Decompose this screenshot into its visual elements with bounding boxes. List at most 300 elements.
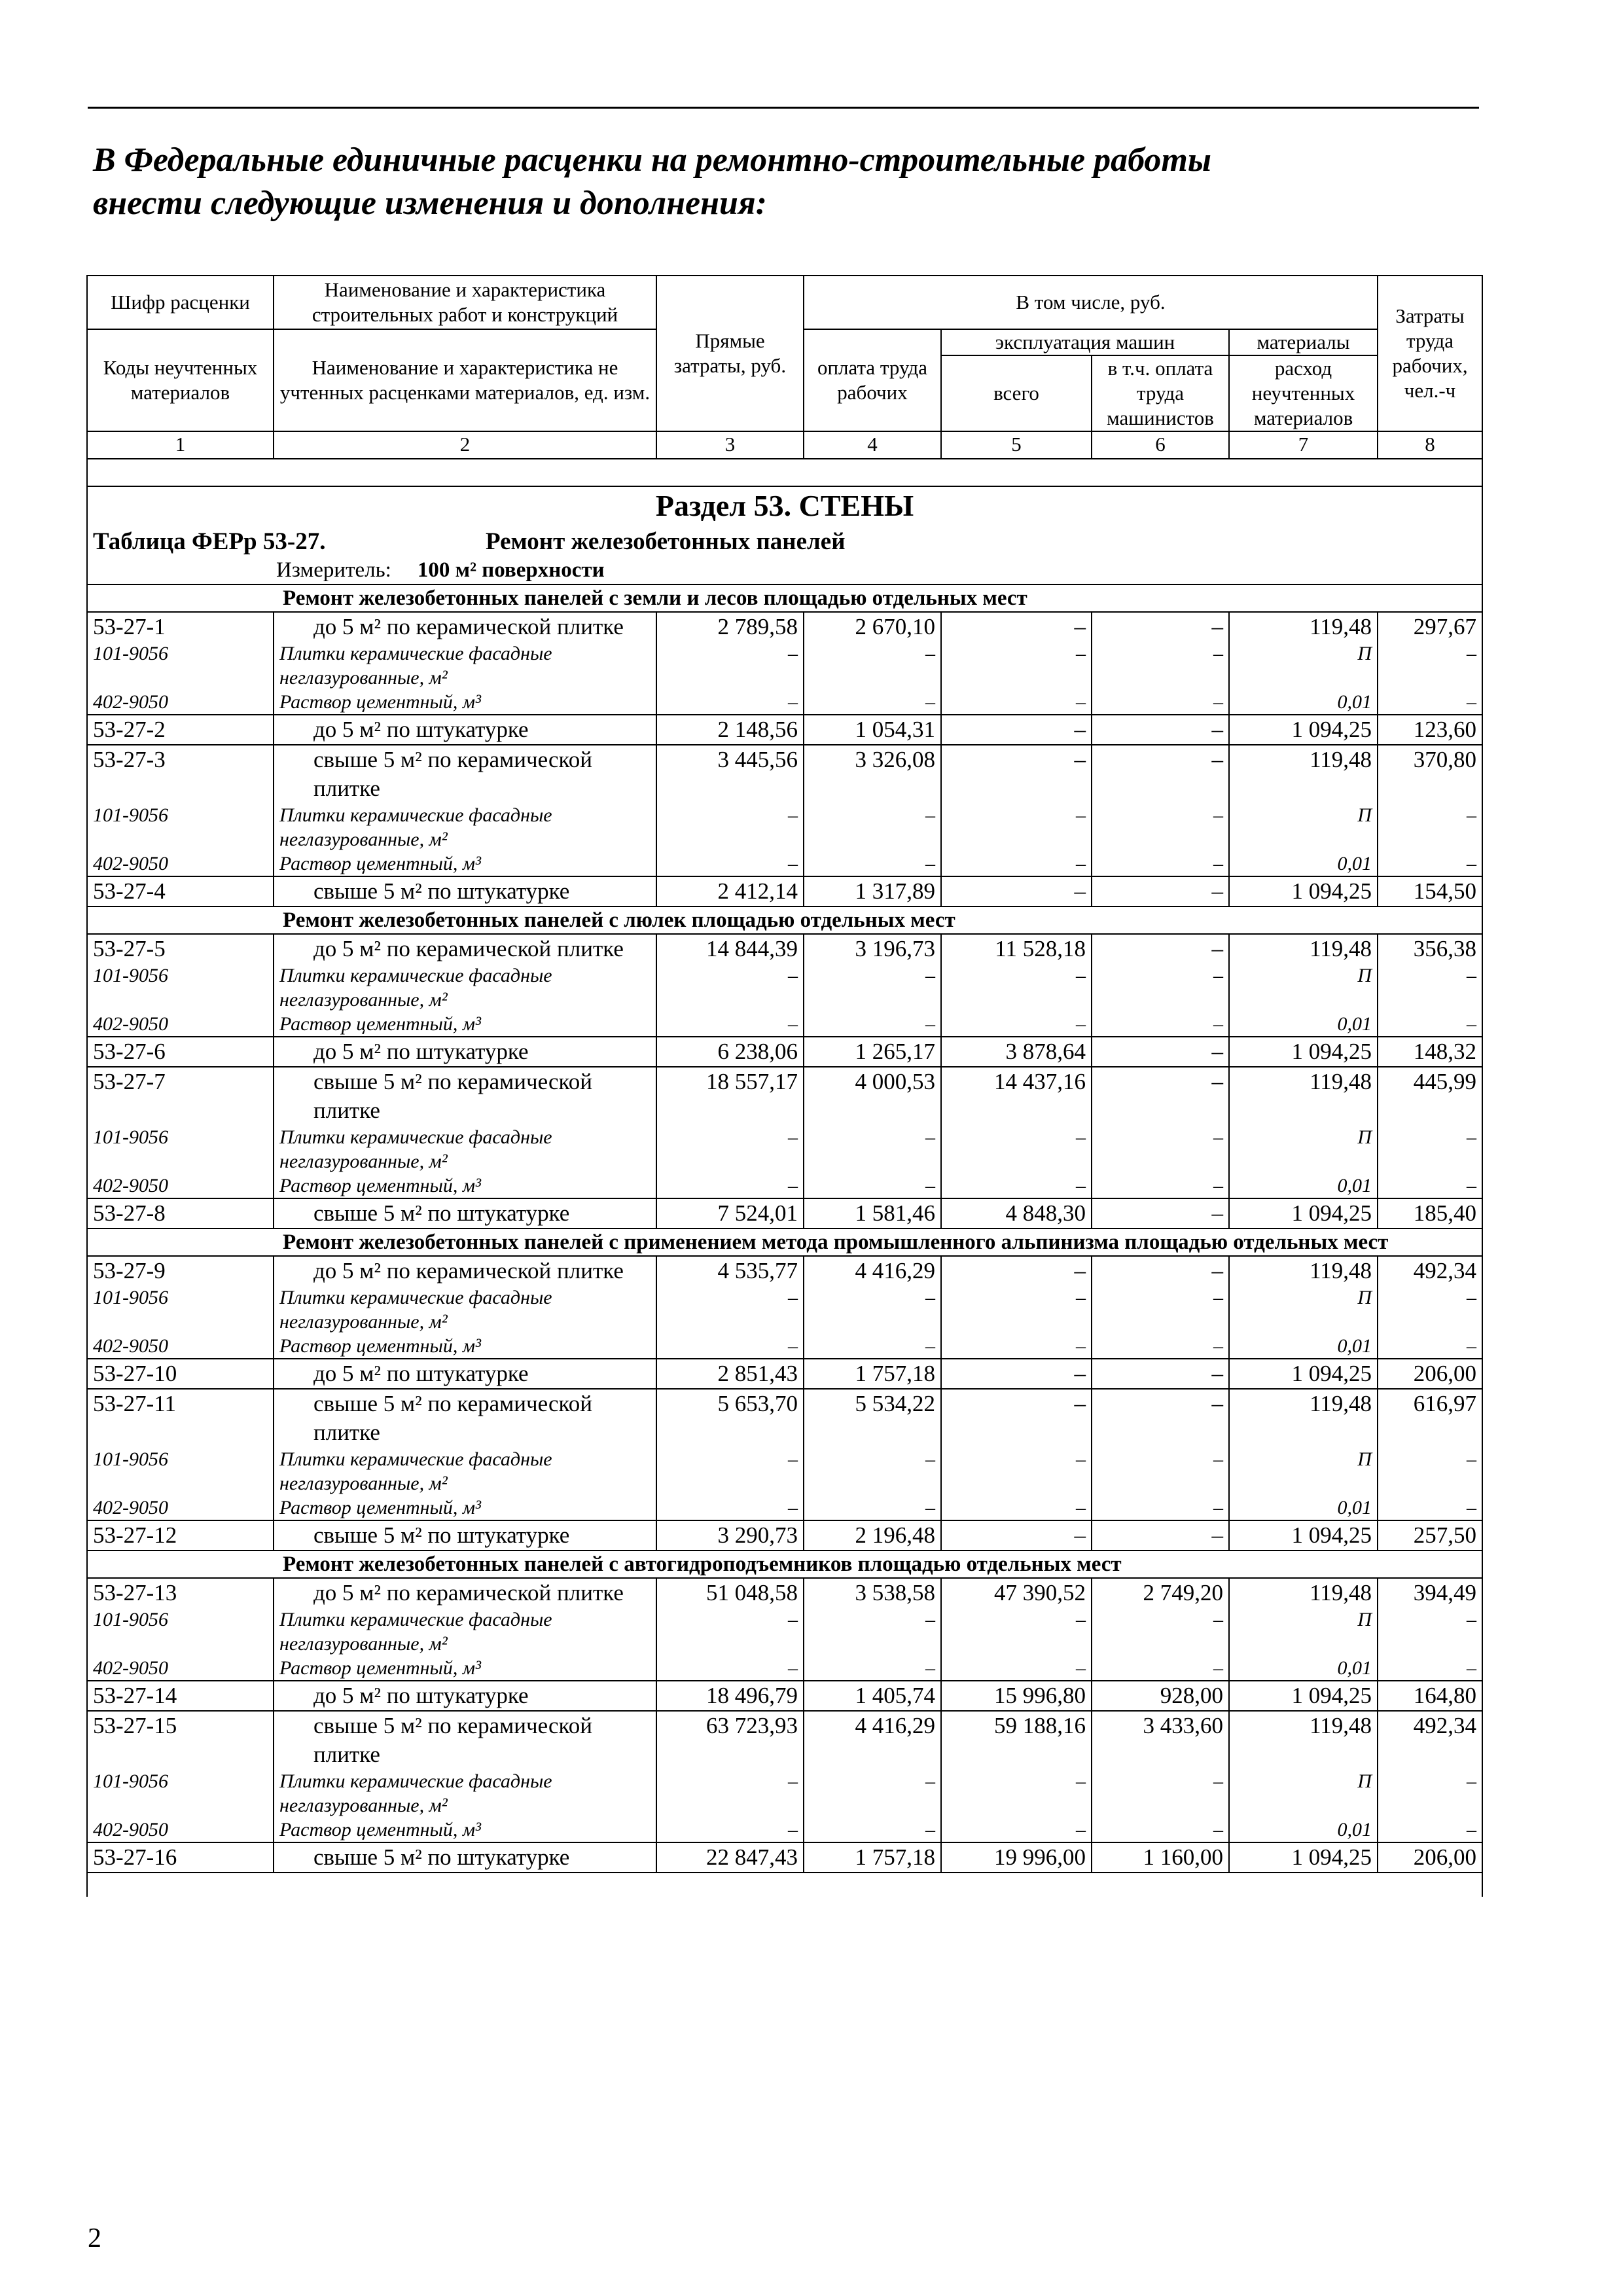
direct-cost: 22 847,43 [656,1842,804,1873]
group-title: Ремонт железобетонных панелей с автогидроподъемников площадью отдельных мест [283,1552,1122,1576]
rate-name: свыше 5 м² по керамической плитке [274,745,656,803]
rates-table [86,275,1483,1897]
material-wages: – [804,1769,941,1818]
material-wages: – [804,1012,941,1037]
header-materials: материалы [1229,329,1378,355]
materials-cost: 1 094,25 [1229,876,1378,906]
rate-code: 53-27-8 [87,1198,274,1229]
group-row [87,906,1482,934]
material-direct: – [656,963,804,1012]
machines-cost: – [941,1359,1092,1389]
rate-code: 53-27-11 [87,1389,274,1447]
header-labor: Затраты труда рабочих, чел.-ч [1378,276,1482,431]
col-num-2: 2 [274,431,656,459]
material-labor: – [1378,1656,1482,1681]
col-num-5: 5 [941,431,1092,459]
heading-line-2: внести следующие изменения и дополнения: [93,185,767,222]
labor-cost: 492,34 [1378,1711,1482,1769]
material-labor: – [1378,1818,1482,1842]
rate-name: свыше 5 м² по керамической плитке [274,1067,656,1125]
labor-cost: 616,97 [1378,1389,1482,1447]
material-usage: П [1229,1769,1378,1818]
measure-value: 100 м² поверхности [417,558,605,582]
material-machines: – [941,1769,1092,1818]
measure-row [87,556,1482,584]
materials-cost: 1 094,25 [1229,715,1378,745]
machinist-wages: – [1092,1256,1229,1285]
rate-name: до 5 м² по керамической плитке [274,612,656,641]
material-usage: 0,01 [1229,690,1378,715]
header-machines-total: всего [941,355,1092,431]
material-name: Плитки керамические фасадные неглазурованные, м² [274,1769,656,1818]
direct-cost: 2 412,14 [656,876,804,906]
direct-cost: 5 653,70 [656,1389,804,1447]
rate-code: 53-27-13 [87,1578,274,1607]
rate-name: до 5 м² по штукатурке [274,1359,656,1389]
group-row [87,1229,1482,1256]
materials-cost: 1 094,25 [1229,1198,1378,1229]
blank-row [87,459,1482,486]
section-row [87,486,1482,528]
material-usage: П [1229,1285,1378,1334]
rate-row [87,745,1482,803]
rate-row [87,612,1482,641]
rate-row [87,1256,1482,1285]
col-num-3: 3 [656,431,804,459]
material-row [87,690,1482,715]
material-machinist: – [1092,1125,1229,1174]
page-number: 2 [88,2223,101,2253]
material-machinist: – [1092,1818,1229,1842]
wages-cost: 1 757,18 [804,1842,941,1873]
material-row [87,1012,1482,1037]
rate-code: 53-27-7 [87,1067,274,1125]
materials-cost: 119,48 [1229,1256,1378,1285]
material-machinist: – [1092,1334,1229,1359]
material-wages: – [804,1607,941,1656]
material-name: Плитки керамические фасадные неглазурованные, м² [274,963,656,1012]
material-machinist: – [1092,1012,1229,1037]
material-machines: – [941,1656,1092,1681]
material-machinist: – [1092,1285,1229,1334]
machines-cost: – [941,1389,1092,1447]
machines-cost: 47 390,52 [941,1578,1092,1607]
material-labor: – [1378,963,1482,1012]
material-machinist: – [1092,803,1229,852]
header-wages: оплата труда рабочих [804,329,941,431]
material-name: Плитки керамические фасадные неглазурованные, м² [274,1285,656,1334]
materials-cost: 1 094,25 [1229,1681,1378,1711]
labor-cost: 148,32 [1378,1037,1482,1067]
material-direct: – [656,641,804,690]
rate-row [87,1359,1482,1389]
material-row [87,1285,1482,1334]
direct-cost: 18 557,17 [656,1067,804,1125]
material-usage: П [1229,963,1378,1012]
material-name: Плитки керамические фасадные неглазурованные, м² [274,1607,656,1656]
material-labor: – [1378,1334,1482,1359]
group-row [87,1551,1482,1578]
machinist-wages: – [1092,1067,1229,1125]
direct-cost: 4 535,77 [656,1256,804,1285]
material-usage: П [1229,641,1378,690]
material-labor: – [1378,852,1482,876]
table-tail-cell [87,1873,1482,1897]
direct-cost: 63 723,93 [656,1711,804,1769]
table-title-name: Ремонт железобетонных панелей [486,528,846,555]
material-machines: – [941,690,1092,715]
material-machinist: – [1092,1174,1229,1198]
material-code: 402-9050 [87,1174,274,1198]
machinist-wages: 1 160,00 [1092,1842,1229,1873]
material-machines: – [941,963,1092,1012]
material-machines: – [941,1496,1092,1520]
labor-cost: 370,80 [1378,745,1482,803]
table-title-code: Таблица ФЕРр 53-27. [93,528,326,555]
direct-cost: 2 789,58 [656,612,804,641]
section-title: Раздел 53. СТЕНЫ [87,486,1482,528]
material-code: 101-9056 [87,1285,274,1334]
group-cell [87,1551,1482,1578]
wages-cost: 3 196,73 [804,934,941,963]
labor-cost: 257,50 [1378,1520,1482,1551]
material-machines: – [941,1818,1092,1842]
rate-code: 53-27-9 [87,1256,274,1285]
material-wages: – [804,1656,941,1681]
rate-name: свыше 5 м² по штукатурке [274,1198,656,1229]
material-row [87,1334,1482,1359]
material-name: Раствор цементный, м³ [274,1818,656,1842]
material-code: 101-9056 [87,803,274,852]
wages-cost: 1 757,18 [804,1359,941,1389]
material-row [87,1607,1482,1656]
header-incl: В том числе, руб. [804,276,1378,329]
material-row [87,1125,1482,1174]
machines-cost: – [941,612,1092,641]
wages-cost: 4 416,29 [804,1256,941,1285]
rate-name: до 5 м² по штукатурке [274,715,656,745]
material-machines: – [941,1447,1092,1496]
rate-row [87,934,1482,963]
material-direct: – [656,1012,804,1037]
direct-cost: 6 238,06 [656,1037,804,1067]
material-labor: – [1378,803,1482,852]
direct-cost: 18 496,79 [656,1681,804,1711]
materials-cost: 1 094,25 [1229,1520,1378,1551]
rate-name: до 5 м² по керамической плитке [274,1256,656,1285]
material-code: 402-9050 [87,1012,274,1037]
material-machinist: – [1092,1656,1229,1681]
rate-code: 53-27-14 [87,1681,274,1711]
material-code: 402-9050 [87,1818,274,1842]
heading-line-1: В Федеральные единичные расценки на ремонтно-строительные работы [93,141,1211,179]
rate-name: свыше 5 м² по штукатурке [274,1520,656,1551]
material-code: 402-9050 [87,1334,274,1359]
material-name: Раствор цементный, м³ [274,852,656,876]
machines-cost: 59 188,16 [941,1711,1092,1769]
material-wages: – [804,1285,941,1334]
group-title: Ремонт железобетонных панелей с земли и лесов площадью отдельных мест [283,586,1027,610]
material-code: 402-9050 [87,1496,274,1520]
material-direct: – [656,1656,804,1681]
material-machines: – [941,1334,1092,1359]
material-wages: – [804,963,941,1012]
material-labor: – [1378,1012,1482,1037]
material-labor: – [1378,1285,1482,1334]
material-name: Раствор цементный, м³ [274,1656,656,1681]
material-labor: – [1378,690,1482,715]
labor-cost: 492,34 [1378,1256,1482,1285]
table-title-cell [87,528,1482,556]
wages-cost: 5 534,22 [804,1389,941,1447]
header-rule [88,107,1479,109]
material-labor: – [1378,1607,1482,1656]
column-number-row [87,431,1482,459]
measure-cell [87,556,1482,584]
machines-cost: 19 996,00 [941,1842,1092,1873]
col-num-6: 6 [1092,431,1229,459]
machinist-wages: 3 433,60 [1092,1711,1229,1769]
material-row [87,803,1482,852]
header-name-unaccounted: Наименование и характеристика не учтенных расценками материалов, ед. изм. [274,329,656,431]
material-code: 101-9056 [87,1125,274,1174]
material-name: Раствор цементный, м³ [274,1496,656,1520]
group-title: Ремонт железобетонных панелей с люлек площадью отдельных мест [283,908,955,932]
rate-row [87,1681,1482,1711]
material-usage: 0,01 [1229,1818,1378,1842]
machines-cost: 4 848,30 [941,1198,1092,1229]
labor-cost: 356,38 [1378,934,1482,963]
rate-row [87,715,1482,745]
machines-cost: 11 528,18 [941,934,1092,963]
material-wages: – [804,852,941,876]
material-code: 101-9056 [87,641,274,690]
rate-row [87,1389,1482,1447]
material-name: Раствор цементный, м³ [274,1012,656,1037]
header-codes-unaccounted: Коды неучтенных материалов [87,329,274,431]
wages-cost: 1 581,46 [804,1198,941,1229]
material-machinist: – [1092,1607,1229,1656]
material-direct: – [656,803,804,852]
rate-name: до 5 м² по керамической плитке [274,934,656,963]
material-code: 101-9056 [87,1607,274,1656]
materials-cost: 1 094,25 [1229,1037,1378,1067]
machinist-wages: – [1092,934,1229,963]
header-machines: эксплуатация машин [941,329,1229,355]
material-usage: П [1229,1447,1378,1496]
direct-cost: 7 524,01 [656,1198,804,1229]
rate-code: 53-27-4 [87,876,274,906]
machines-cost: 15 996,80 [941,1681,1092,1711]
material-machines: – [941,1285,1092,1334]
col-num-8: 8 [1378,431,1482,459]
materials-cost: 1 094,25 [1229,1359,1378,1389]
rate-row [87,1067,1482,1125]
materials-cost: 119,48 [1229,612,1378,641]
table-title-row [87,528,1482,556]
measure-label: Измеритель: [276,558,391,582]
material-machines: – [941,1012,1092,1037]
rate-row [87,1578,1482,1607]
header-row-1 [87,276,1482,329]
material-row [87,963,1482,1012]
rate-row [87,1842,1482,1873]
machinist-wages: – [1092,715,1229,745]
material-labor: – [1378,1125,1482,1174]
material-row [87,852,1482,876]
material-code: 101-9056 [87,1769,274,1818]
material-machinist: – [1092,1447,1229,1496]
material-direct: – [656,1607,804,1656]
material-wages: – [804,690,941,715]
rate-code: 53-27-16 [87,1842,274,1873]
material-wages: – [804,1125,941,1174]
group-cell [87,1229,1482,1256]
rate-code: 53-27-15 [87,1711,274,1769]
material-wages: – [804,1818,941,1842]
header-code: Шифр расценки [87,276,274,329]
wages-cost: 1 405,74 [804,1681,941,1711]
material-wages: – [804,1174,941,1198]
material-name: Плитки керамические фасадные неглазурованные, м² [274,803,656,852]
material-code: 402-9050 [87,852,274,876]
materials-cost: 1 094,25 [1229,1842,1378,1873]
machinist-wages: – [1092,1198,1229,1229]
material-name: Плитки керамические фасадные неглазурованные, м² [274,641,656,690]
rate-name: до 5 м² по керамической плитке [274,1578,656,1607]
machinist-wages: – [1092,612,1229,641]
labor-cost: 154,50 [1378,876,1482,906]
material-name: Раствор цементный, м³ [274,1334,656,1359]
col-num-1: 1 [87,431,274,459]
rate-row [87,1520,1482,1551]
material-name: Раствор цементный, м³ [274,690,656,715]
machinist-wages: 928,00 [1092,1681,1229,1711]
col-num-4: 4 [804,431,941,459]
labor-cost: 164,80 [1378,1681,1482,1711]
material-usage: П [1229,1607,1378,1656]
material-direct: – [656,1125,804,1174]
material-direct: – [656,1769,804,1818]
material-labor: – [1378,1447,1482,1496]
material-row [87,1174,1482,1198]
labor-cost: 206,00 [1378,1842,1482,1873]
machines-cost: 3 878,64 [941,1037,1092,1067]
material-usage: 0,01 [1229,1012,1378,1037]
labor-cost: 297,67 [1378,612,1482,641]
material-row [87,1496,1482,1520]
material-machines: – [941,1607,1092,1656]
group-cell [87,906,1482,934]
material-wages: – [804,641,941,690]
machinist-wages: – [1092,1037,1229,1067]
material-machinist: – [1092,690,1229,715]
rates-table-container [86,275,1482,1897]
rate-row [87,1198,1482,1229]
material-direct: – [656,1174,804,1198]
wages-cost: 2 670,10 [804,612,941,641]
material-code: 101-9056 [87,1447,274,1496]
material-machines: – [941,803,1092,852]
material-machines: – [941,852,1092,876]
rate-code: 53-27-6 [87,1037,274,1067]
rate-name: свыше 5 м² по керамической плитке [274,1711,656,1769]
rate-name: свыше 5 м² по штукатурке [274,876,656,906]
direct-cost: 3 445,56 [656,745,804,803]
material-row [87,641,1482,690]
machines-cost: – [941,715,1092,745]
labor-cost: 206,00 [1378,1359,1482,1389]
table-tail-row [87,1873,1482,1897]
rate-code: 53-27-2 [87,715,274,745]
document-heading [93,139,1467,225]
machines-cost: – [941,1520,1092,1551]
rate-row [87,1711,1482,1769]
labor-cost: 394,49 [1378,1578,1482,1607]
material-name: Раствор цементный, м³ [274,1174,656,1198]
material-wages: – [804,1447,941,1496]
wages-cost: 3 326,08 [804,745,941,803]
machinist-wages: – [1092,876,1229,906]
wages-cost: 3 538,58 [804,1578,941,1607]
rate-code: 53-27-12 [87,1520,274,1551]
blank-cell [87,459,1482,486]
material-row [87,1818,1482,1842]
machines-cost: – [941,745,1092,803]
group-row [87,584,1482,612]
material-wages: – [804,803,941,852]
material-row [87,1656,1482,1681]
material-usage: П [1229,803,1378,852]
material-usage: 0,01 [1229,1656,1378,1681]
materials-cost: 119,48 [1229,745,1378,803]
material-direct: – [656,1818,804,1842]
material-name: Плитки керамические фасадные неглазурованные, м² [274,1447,656,1496]
material-code: 402-9050 [87,690,274,715]
material-machinist: – [1092,852,1229,876]
material-direct: – [656,690,804,715]
machines-cost: – [941,1256,1092,1285]
header-machinist-wages: в т.ч. оплата труда машинистов [1092,355,1229,431]
machines-cost: – [941,876,1092,906]
material-name: Плитки керамические фасадные неглазурованные, м² [274,1125,656,1174]
material-labor: – [1378,1174,1482,1198]
rate-row [87,1037,1482,1067]
material-direct: – [656,1285,804,1334]
direct-cost: 14 844,39 [656,934,804,963]
material-usage: 0,01 [1229,1496,1378,1520]
material-machines: – [941,1125,1092,1174]
material-wages: – [804,1334,941,1359]
direct-cost: 3 290,73 [656,1520,804,1551]
material-direct: – [656,852,804,876]
col-num-7: 7 [1229,431,1378,459]
material-code: 101-9056 [87,963,274,1012]
rate-name: до 5 м² по штукатурке [274,1681,656,1711]
material-machinist: – [1092,963,1229,1012]
material-direct: – [656,1334,804,1359]
rate-code: 53-27-10 [87,1359,274,1389]
labor-cost: 123,60 [1378,715,1482,745]
direct-cost: 2 851,43 [656,1359,804,1389]
machinist-wages: – [1092,1359,1229,1389]
materials-cost: 119,48 [1229,1578,1378,1607]
machinist-wages: – [1092,745,1229,803]
material-machinist: – [1092,641,1229,690]
materials-cost: 119,48 [1229,1067,1378,1125]
materials-cost: 119,48 [1229,1711,1378,1769]
labor-cost: 185,40 [1378,1198,1482,1229]
